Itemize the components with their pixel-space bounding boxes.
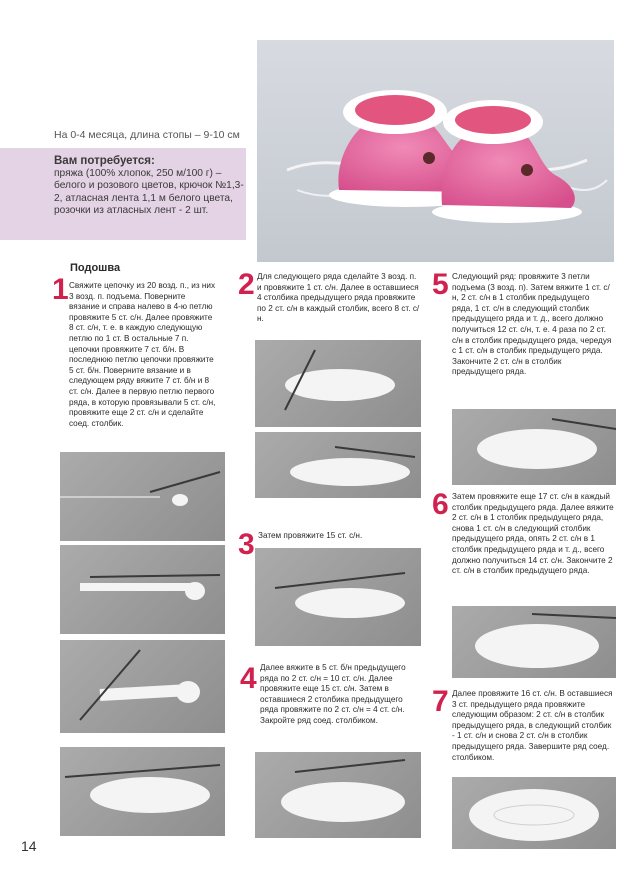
step-photo — [452, 777, 616, 849]
booties-photo — [257, 40, 614, 262]
size-line: На 0-4 месяца, длина стопы – 9-10 см — [54, 129, 240, 141]
step-photo — [60, 545, 225, 634]
step-photo — [60, 747, 225, 836]
step-number-6: 6 — [432, 488, 449, 521]
step-photo — [255, 432, 421, 498]
step-photo — [60, 452, 225, 541]
step-number-1: 1 — [52, 273, 69, 306]
step-photo — [452, 409, 616, 485]
step-text-7: Далее провяжите 16 ст. с/н. В оставшиеся 3 ст. предыдущего ряда провяжите следующим образом: 2 ст. с/н в столбик предыдущего ряда, в следующий столбик - 1 ст. с/н и снова 2 ст. с/н в столбик предыдущего ряда. Завершите ряд соед. столбиком. — [452, 689, 613, 762]
step-text-5: Следующий ряд: провяжите 3 петли подъема (3 возд. п). Затем вяжите 1 ст. с/н, 2 ст. с/н в 1 столбик предыдущего ряда, 1 ст. с/н в следующий столбик предыдущего ряда и т. д., всего должно получиться 12 ст. с/н, т. е. 4 раза по 2 ст. с/н в столбик предыдущего ряда, чередуя с 1 ст. с/н в столбик предыдущего ряда. Закончите 2 ст. с/н в столбик предыдущего ряда. — [452, 272, 612, 377]
step-photo — [452, 606, 616, 678]
step-number-5: 5 — [432, 268, 449, 301]
step-number-3: 3 — [238, 528, 255, 561]
step-text-1: Свяжите цепочку из 20 возд. п., из них 3 возд. п. подъема. Поверните вязание и справа налево в 4-ю петлю провяжите 5 ст. с/н. Далее провяжите 8 ст. с/н, т. е. в каждую следующую петлю по 1 ст. В остальные 7 п. цепочки провяжите 7 ст. б/н. В последнюю петлю цепочки провяжите 5 ст. б/н. Поверните вязание и в следующем ряду вяжите 7 ст. б/н и 8 ст. с/н. Далее в первую петлю первого ряда, в которую провязывали 5 ст. с/н, провяжите еще 2 ст. с/н и сделайте соед. столбик. — [69, 281, 216, 428]
materials-heading: Вам потребуется: — [54, 155, 155, 167]
step-photo — [255, 752, 421, 838]
step-number-4: 4 — [240, 662, 257, 695]
step-photo — [60, 640, 225, 733]
step-number-2: 2 — [238, 268, 255, 301]
step-text-2: Для следующего ряда сделайте 3 возд. п. и провяжите 1 ст. с/н. Далее в оставшиеся 4 столбика предыдущего ряда провяжите по 2 ст. с/н в каждый столбик, всего 8 ст. с/н. — [257, 272, 420, 324]
step-text-3: Затем провяжите 15 ст. с/н. — [258, 531, 363, 540]
section-title: Подошва — [70, 262, 121, 274]
page-number: 14 — [21, 838, 37, 854]
step-photo — [255, 340, 421, 427]
step-photo — [255, 548, 421, 646]
materials-text: пряжа (100% хлопок, 250 м/100 г) – белого и розового цветов, крючок №1,3-2, атласная лента 1,1 м белого цвета, розочки из атласных лент - 2 шт. — [54, 168, 244, 217]
step-text-4: Далее вяжите в 5 ст. б/н предыдущего ряда по 2 ст. с/н = 10 ст. с/н. Далее провяжите еще 15 ст. с/н. Затем в оставшиеся 2 столбика предыдущего ряда провяжите по 2 ст. с/н = 4 ст. с/н. Закройте ряд соед. столбиком. — [260, 663, 406, 725]
step-text-6: Затем провяжите еще 17 ст. с/н в каждый столбик предыдущего ряда. Далее вяжите 2 ст. с/н в 1 столбик предыдущего ряда, снова 1 ст. с/н в следующий столбик предыдущего ряда, опять 2 ст. с/н в 1 столбик предыдущего ряда и т. д., всего должно получиться 14 ст. с/н. Закончите 2 ст. с/н в столбик предыдущего ряда. — [452, 492, 614, 576]
step-number-7: 7 — [432, 685, 449, 718]
materials-panel — [0, 148, 246, 240]
